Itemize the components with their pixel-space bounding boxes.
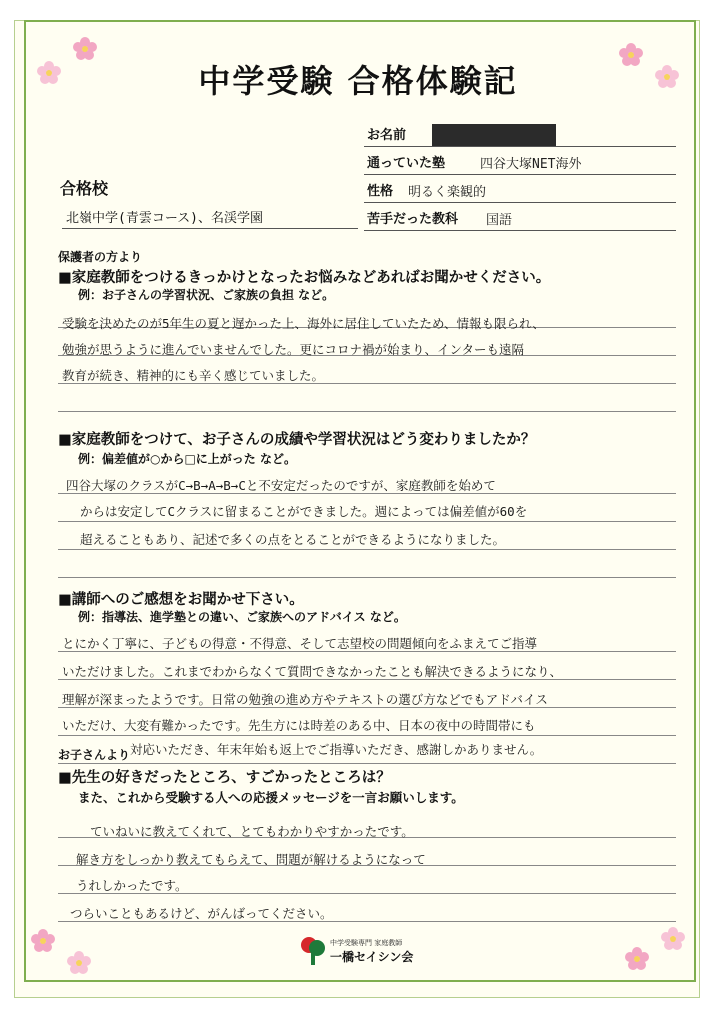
- page-title: 中学受験 合格体験記: [198, 62, 518, 100]
- logo-name: 一橋セイシン会: [330, 950, 414, 964]
- answer-3-line-2: いただけました。これまでわからなくて質問できなかったことも解決できるようになり、: [62, 664, 563, 679]
- flower-icon: [66, 950, 92, 976]
- logo-subtitle: 中学受験専門 家庭教師: [330, 939, 403, 947]
- answer-3-line-5: 対応いただき、年末年始も返上でご指導いただき、感謝しかありません。: [130, 742, 543, 757]
- personality-row: [364, 180, 676, 203]
- answer-2-line-2: からは安定してCクラスに留まることができました。週によっては偏差値が60を: [80, 504, 528, 519]
- flower-icon: [30, 928, 56, 954]
- cram-school-value: 四谷大塚NET海外: [480, 157, 582, 172]
- question-3-example: 例：指導法、進学塾との違い、ご家族へのアドバイス など。: [78, 610, 406, 624]
- name-label: お名前: [367, 128, 407, 143]
- passed-school-heading: 合格校: [60, 179, 109, 198]
- question-2-example: 例：偏差値が○から□に上がった など。: [78, 452, 296, 466]
- answer-3-line-1: とにかく丁寧に、子どもの得意・不得意、そして志望校の問題傾向をふまえてご指導: [62, 636, 538, 651]
- answer-line: [58, 552, 676, 578]
- answer-4-line-2: 解き方をしっかり教えてもらえて、問題が解けるようになって: [76, 852, 426, 867]
- question-1: ■家庭教師をつけるきっかけとなったお悩みなどあればお聞かせください。: [58, 270, 551, 286]
- child-section-label: お子さんより: [58, 748, 131, 762]
- answer-1-line-1: 受験を決めたのが5年生の夏と遅かった上、海外に居住していたため、情報も限られ、: [62, 316, 545, 331]
- weak-subject-value: 国語: [486, 213, 513, 228]
- weak-subject-row: [364, 208, 676, 231]
- question-4-subtitle: また、これから受験する人への応援メッセージを一言お願いします。: [78, 790, 464, 805]
- answer-4-line-3: うれしかったです。: [76, 878, 188, 893]
- passed-school-value: 北嶺中学(青雲コース)、名渓学園: [66, 211, 264, 226]
- tree-logo-icon: [300, 936, 326, 966]
- answer-4-line-4: つらいこともあるけど、がんばってください。: [70, 906, 333, 921]
- answer-2-line-3: 超えることもあり、記述で多くの点をとることができるようになりました。: [80, 532, 506, 547]
- flower-icon: [624, 946, 650, 972]
- answer-1-line-3: 教育が続き、精神的にも辛く感じていました。: [62, 368, 325, 383]
- personality-value: 明るく楽観的: [408, 185, 487, 200]
- answer-4-line-1: ていねいに教えてくれて、とてもわかりやすかったです。: [90, 824, 414, 839]
- answer-line: [58, 386, 676, 412]
- redacted-name: [432, 124, 556, 146]
- question-4: ■先生の好きだったところ、すごかったところは？: [58, 770, 391, 786]
- cram-school-label: 通っていた塾: [367, 156, 446, 171]
- question-1-example: 例：お子さんの学習状況、ご家族の負担 など。: [78, 288, 335, 302]
- answer-3-line-3: 理解が深まったようです。日常の勉強の進め方やテキストの選び方などでもアドバイス: [62, 692, 548, 707]
- answer-3-line-4: いただけ、大変有難かったです。先生方には時差のある中、日本の夜中の時間帯にも: [62, 718, 536, 733]
- personality-label: 性格: [367, 184, 394, 199]
- answer-1-line-2: 勉強が思うように進んでいませんでした。更にコロナ禍が始まり、インターも遠隔: [62, 342, 525, 357]
- passed-school-field: [62, 206, 358, 229]
- cram-school-row: [364, 152, 676, 175]
- question-3: ■講師へのご感想をお聞かせ下さい。: [58, 592, 304, 608]
- parent-section-label: 保護者の方より: [58, 250, 143, 264]
- weak-subject-label: 苦手だった教科: [367, 212, 459, 227]
- flower-icon: [660, 926, 686, 952]
- answer-2-line-1: 四谷大塚のクラスがC→B→A→B→Cと不安定だったのですが、家庭教師を始めて: [66, 478, 496, 493]
- question-2: ■家庭教師をつけて、お子さんの成績や学習状況はどう変わりましたか？: [58, 432, 536, 448]
